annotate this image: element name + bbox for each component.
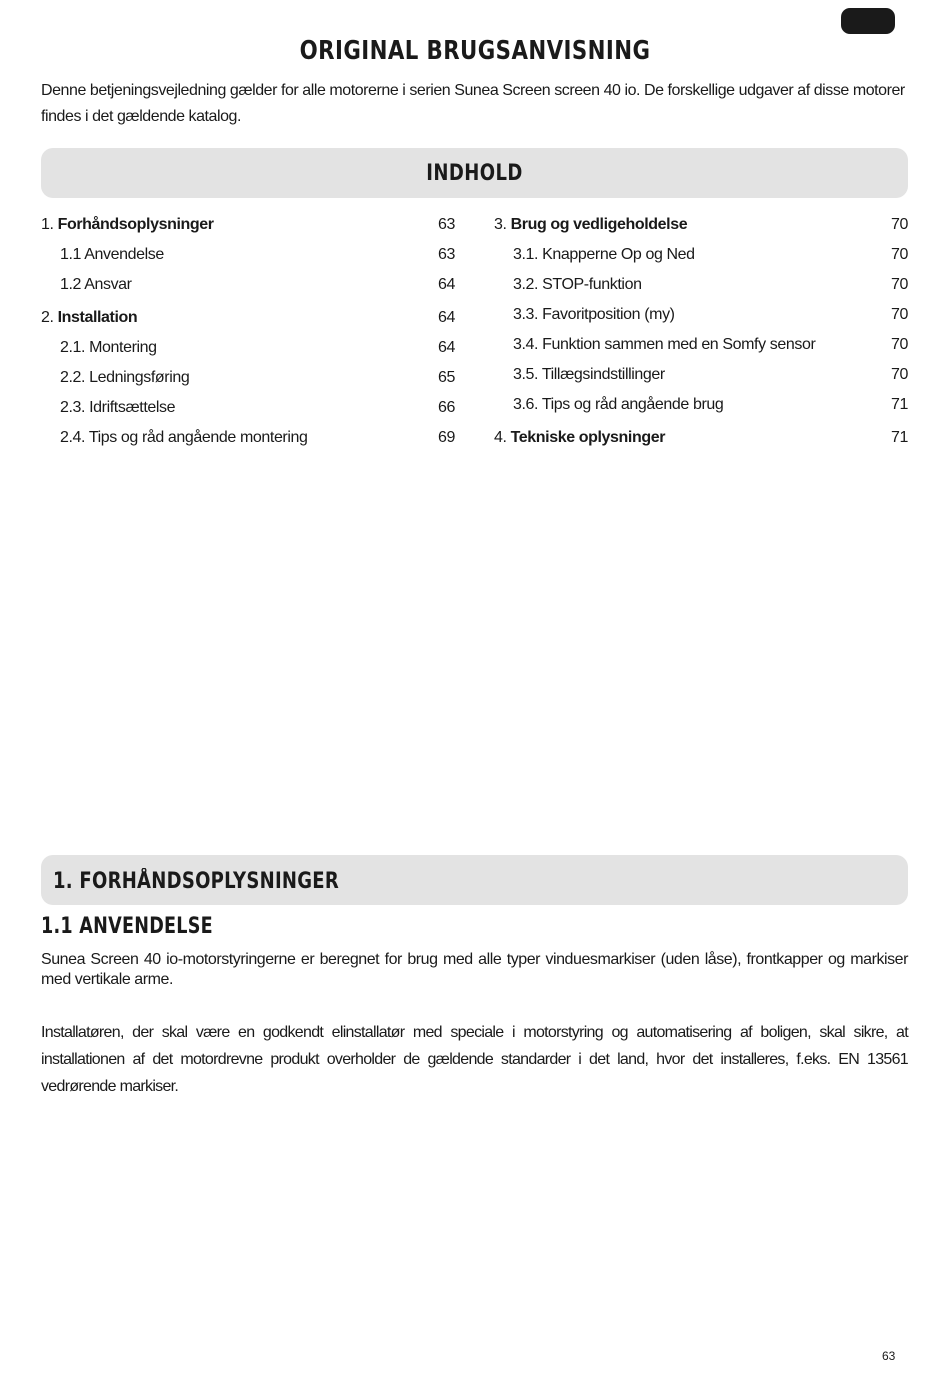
toc-entry-number: 3. [494, 216, 507, 233]
toc-entry-label: 3.3. Favoritposition (my) [513, 306, 675, 323]
toc-heading: INDHOLD [426, 161, 523, 186]
toc-entry-label: 2.2. Ledningsføring [60, 369, 190, 386]
toc-entry[interactable] [494, 270, 908, 300]
toc-entry-page: 70 [891, 276, 908, 293]
toc-entry-label: 3.5. Tillægsindstillinger [513, 366, 665, 383]
toc-entry-label: Tekniske oplysninger [510, 429, 666, 446]
toc-entry-number: 2. [41, 309, 54, 326]
toc-entry-page: 66 [438, 399, 455, 416]
toc-entry-page: 71 [891, 396, 908, 413]
toc-entry-page: 70 [891, 216, 908, 233]
toc-entry-page: 70 [891, 306, 908, 323]
toc-entry[interactable] [494, 390, 908, 420]
toc-entry[interactable] [41, 333, 455, 363]
toc-entry-page: 69 [438, 429, 455, 446]
toc-entry-label: Forhåndsoplysninger [57, 216, 214, 233]
toc-entry-page: 65 [438, 369, 455, 386]
toc-entry-page: 71 [891, 429, 908, 446]
toc-entry-number: 1. [41, 216, 54, 233]
toc-entry[interactable] [41, 210, 455, 240]
toc-entry-page: 64 [438, 339, 455, 356]
toc-entry[interactable] [494, 240, 908, 270]
toc-entry-label: Brug og vedligeholdelse [510, 216, 688, 233]
toc-entry[interactable] [41, 363, 455, 393]
toc-entry-label: 1.2 Ansvar [60, 276, 132, 293]
toc-entry[interactable] [494, 360, 908, 390]
toc-entry-label: 3.6. Tips og råd angående brug [513, 396, 724, 413]
toc-entry-label: 3.2. STOP-funktion [513, 276, 642, 293]
toc-entry-label: 1.1 Anvendelse [60, 246, 164, 263]
body-paragraph: Installatøren, der skal være en godkendt elinstallatør med speciale i motorstyring og automatisering af boligen, skal sikre, at installationen af det motordrevne produkt overholder de gældende standarder i det land, hvor det installeres, f.eks. EN 13561 vedrørende markiser. [41, 1024, 908, 1095]
toc-entry-label: 3.4. Funktion sammen med en Somfy sensor [513, 336, 816, 353]
toc-entry-number: 4. [494, 429, 507, 446]
toc-entry-label: 2.3. Idriftsættelse [60, 399, 176, 416]
toc-entry[interactable] [494, 300, 908, 330]
toc-entry-label: 2.4. Tips og råd angående montering [60, 429, 308, 446]
toc-entry[interactable] [41, 423, 455, 453]
intro-paragraph: Denne betjeningsvejledning gælder for alle motorerne i serien Sunea Screen screen 40 io. De forskellige udgaver af disse motorer findes i det gældende katalog. [41, 82, 905, 125]
document-title: ORIGINAL BRUGSANVISNING [299, 36, 651, 66]
toc-entry-label: 3.1. Knapperne Op og Ned [513, 246, 695, 263]
toc-entry[interactable] [41, 270, 455, 300]
toc-banner [41, 148, 908, 198]
toc-entry-page: 70 [891, 246, 908, 263]
toc-entry[interactable] [494, 330, 908, 360]
subsection-title: 1.1 ANVENDELSE [41, 914, 213, 939]
language-badge [841, 8, 895, 34]
toc-entry-page: 63 [438, 246, 455, 263]
toc-entry-page: 63 [438, 216, 455, 233]
page-number: 63 [882, 1349, 896, 1363]
body-paragraph: Sunea Screen 40 io-motorstyringerne er beregnet for brug med alle typer vinduesmarkiser (uden låse), frontkapper og markiser med vertikale arme. [41, 951, 908, 988]
toc-entry[interactable] [41, 240, 455, 270]
toc-entry-label: Installation [57, 309, 138, 326]
toc-entry[interactable] [41, 393, 455, 423]
toc-entry-page: 64 [438, 309, 455, 326]
toc-entry-page: 70 [891, 336, 908, 353]
toc-entry-page: 70 [891, 366, 908, 383]
toc-left-column [41, 210, 455, 453]
section-banner [41, 855, 908, 905]
toc-entry[interactable] [494, 423, 908, 453]
section-title: 1. FORHÅNDSOPLYSNINGER [53, 869, 340, 894]
toc-right-column [494, 210, 908, 453]
toc-entry-label: 2.1. Montering [60, 339, 157, 356]
toc-entry[interactable] [41, 303, 455, 333]
toc-entry-page: 64 [438, 276, 455, 293]
toc-entry[interactable] [494, 210, 908, 240]
